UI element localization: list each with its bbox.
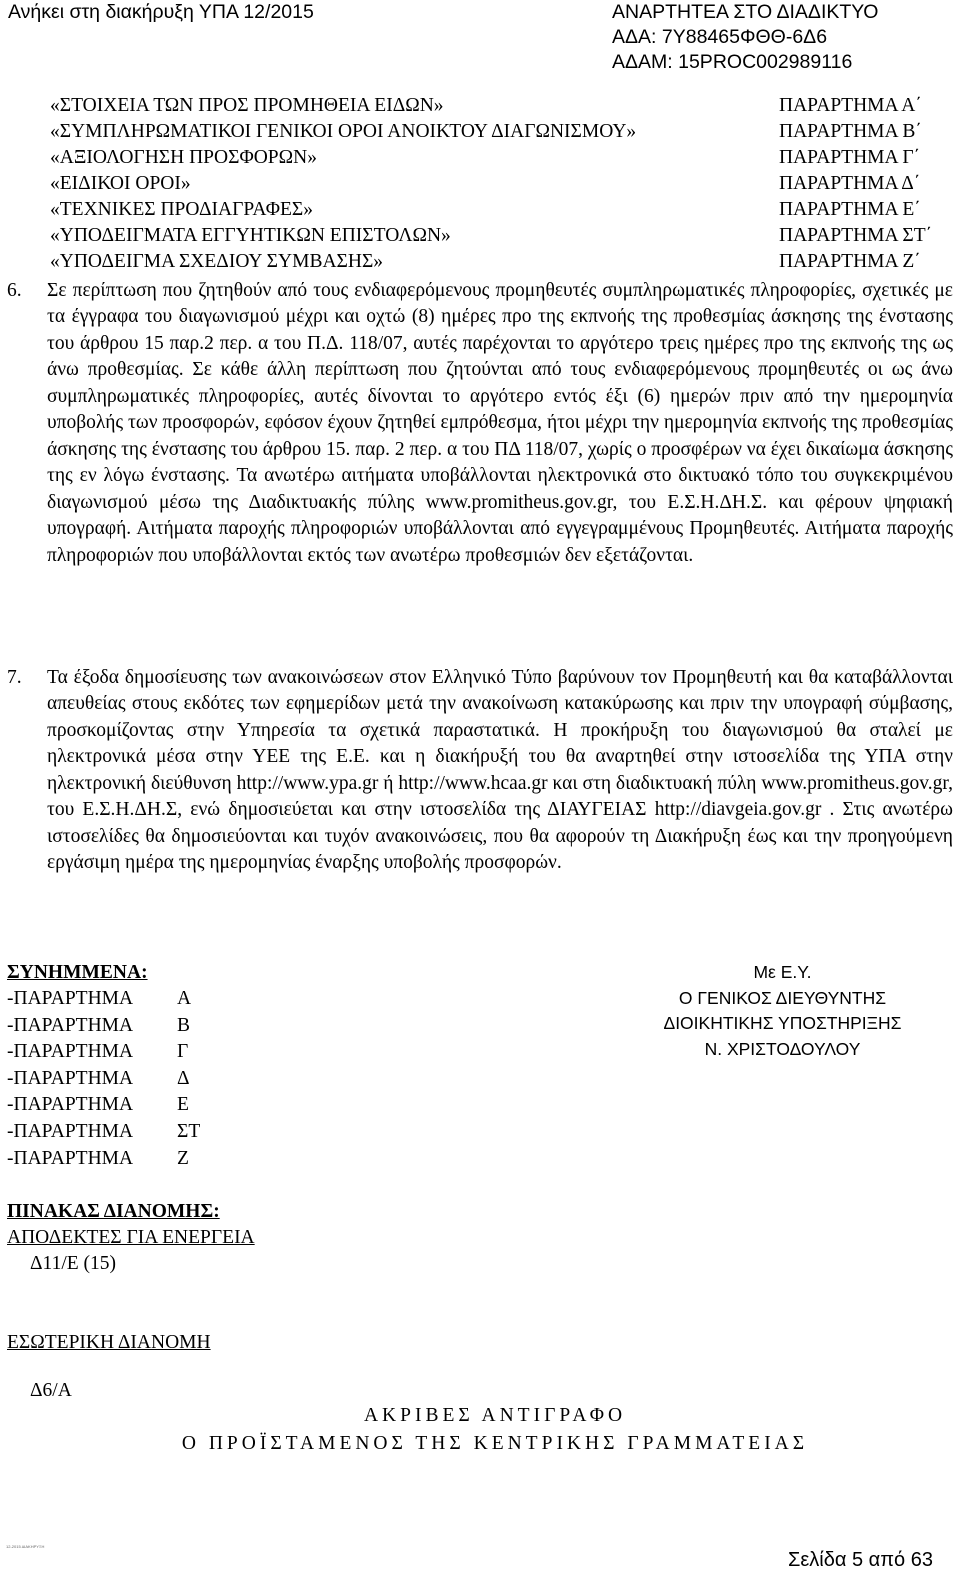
recipient-item: Δ11/Ε (15)	[30, 1253, 117, 1274]
annex-row	[50, 223, 945, 249]
attachment-prefix: -ΠΑΡΑΡΤΗΜΑ	[7, 1147, 134, 1169]
attachment-prefix: -ΠΑΡΑΡΤΗΜΑ	[7, 1014, 134, 1036]
annex-title: «ΕΙΔΙΚΟΙ ΟΡΟΙ»	[50, 173, 191, 194]
attachment-prefix: -ΠΑΡΑΡΤΗΜΑ	[7, 1041, 134, 1063]
annex-ref: ΠΑΡΑΡΤΗΜΑ Ζ΄	[779, 251, 921, 272]
annex-ref: ΠΑΡΑΡΤΗΜΑ ΣΤ΄	[779, 225, 933, 246]
attachment-code: ΣΤ	[177, 1120, 201, 1142]
signature-line: Ν. ΧΡΙΣΤΟΔΟΥΛΟΥ	[704, 1038, 861, 1059]
header-publish-note: ΑΝΑΡΤΗΤΕΑ ΣΤΟ ΔΙΑΔΙΚΤΥΟ	[612, 1, 879, 23]
paragraph-number: 6.	[7, 280, 22, 301]
annex-title: «ΣΥΜΠΛΗΡΩΜΑΤΙΚΟΙ ΓΕΝΙΚΟΙ ΟΡΟΙ ΑΝΟΙΚΤΟΥ ΔΙΑΓΩΝΙΣΜΟΥ»	[50, 121, 637, 142]
attachment-prefix: -ΠΑΡΑΡΤΗΜΑ	[7, 988, 134, 1009]
internal-distribution-heading: ΕΣΩΤΕΡΙΚΗ ΔΙΑΝΟΜΗ	[7, 1332, 211, 1353]
annex-row	[50, 145, 945, 171]
recipients-heading: ΑΠΟΔΕΚΤΕΣ ΓΙΑ ΕΝΕΡΓΕΙΑ	[7, 1227, 255, 1248]
attachment-prefix: -ΠΑΡΑΡΤΗΜΑ	[7, 1067, 134, 1089]
annex-row	[50, 119, 945, 145]
annex-title: «ΣΤΟΙΧΕΙΑ ΤΩΝ ΠΡΟΣ ΠΡΟΜΗΘΕΙΑ ΕΙΔΩΝ»	[50, 95, 444, 116]
signature-line: ΔΙΟΙΚΗΤΙΚΗΣ ΥΠΟΣΤΗΡΙΞΗΣ	[663, 1013, 902, 1033]
annex-title: «ΥΠΟΔΕΙΓΜΑΤΑ ΕΓΓΥΗΤΙΚΩΝ ΕΠΙΣΤΟΛΩΝ»	[50, 225, 451, 246]
annex-ref: ΠΑΡΑΡΤΗΜΑ Α΄	[779, 95, 922, 116]
footer-file-path: 12-2015 ΔΙΑΚΗΡΥΞΗ	[6, 1544, 45, 1549]
certified-copy-label: ΑΚΡΙΒΕΣ ΑΝΤΙΓΡΑΦΟ	[363, 1405, 627, 1426]
annex-title: «ΥΠΟΔΕΙΓΜΑ ΣΧΕΔΙΟΥ ΣΥΜΒΑΣΗΣ»	[50, 251, 384, 272]
signature-block	[640, 960, 925, 1062]
attachment-code: Γ	[177, 1041, 189, 1063]
annex-title: «ΤΕΧΝΙΚΕΣ ΠΡΟΔΙΑΓΡΑΦΕΣ»	[50, 199, 313, 220]
annex-row	[50, 171, 945, 197]
attachment-prefix: -ΠΑΡΑΡΤΗΜΑ	[7, 1120, 134, 1142]
paragraph-number: 7.	[7, 667, 22, 688]
page-number: Σελίδα 5 από 63	[788, 1549, 933, 1571]
annex-row	[50, 93, 945, 119]
attachment-code: Β	[177, 1014, 191, 1036]
annex-ref: ΠΑΡΑΡΤΗΜΑ Ε΄	[779, 199, 921, 220]
annex-ref: ΠΑΡΑΡΤΗΜΑ Γ΄	[779, 147, 921, 168]
annex-ref: ΠΑΡΑΡΤΗΜΑ Β΄	[779, 121, 922, 142]
annex-row	[50, 249, 945, 275]
header-left: Ανήκει στη διακήρυξη ΥΠΑ 12/2015	[8, 1, 314, 23]
annex-title: «ΑΞΙΟΛΟΓΗΣΗ ΠΡΟΣΦΟΡΩΝ»	[50, 147, 317, 168]
attachment-code: Ε	[177, 1094, 189, 1116]
signature-line: Ο ΓΕΝΙΚΟΣ ΔΙΕΥΘΥΝΤΗΣ	[678, 987, 887, 1008]
attachment-code: Ζ	[177, 1147, 189, 1169]
header-ada: ΑΔΑ: 7Υ88465ΦΘΘ-6Δ6	[612, 26, 828, 48]
header-right	[612, 0, 878, 75]
attachment-prefix: -ΠΑΡΑΡΤΗΜΑ	[7, 1094, 134, 1116]
attachment-code: Δ	[177, 1067, 190, 1089]
attachments-heading: ΣΥΝΗΜΜΕΝΑ:	[7, 962, 148, 983]
signature-line: Με Ε.Υ.	[753, 962, 812, 982]
certified-copy-signatory: Ο ΠΡΟΪΣΤΑΜΕΝΟΣ ΤΗΣ ΚΕΝΤΡΙΚΗΣ ΓΡΑΜΜΑΤΕΙΑΣ	[181, 1433, 809, 1454]
distribution-heading: ΠΙΝΑΚΑΣ ΔΙΑΝΟΜΗΣ:	[7, 1201, 220, 1222]
annex-row	[50, 197, 945, 223]
paragraph-text: Σε περίπτωση που ζητηθούν από τους ενδιαφερόμενους προμηθευτές συμπληρωματικές πληροφορίες, σχετικές με τα έγγραφα του διαγωνισμού μέχρι και οχτώ (8) ημέρες προ της εκπνοής της προθεσμίας άσκησης της ένστασης του άρθρου 15 παρ.2 περ. α του Π.Δ. 118/07, αυτές παρέχονται το αργότερο τρεις ημέρες προ της εκπνοής της ως άνω προθεσμίας. Σε κάθε άλλη περίπτωση που ζητούνται από τους ενδιαφερόμενους προμηθευτές οι ως άνω συμπληρωματικές πληροφορίες, αυτές δίνονται το αργότερο εντός έξι (6) ημερών πριν από την ημερομηνία υποβολής των προσφορών, εφόσον έχουν ζητηθεί εμπρόθεσμα, ήτοι μέχρι την ημερομηνία εκπνοής της προθεσμίας άσκησης της ένστασης του άρθρου 15. παρ. 2 περ. α του ΠΔ 118/07, χωρίς ο προσφέρων να έχει δικαίωμα άσκησης της εν λόγω ένστασης. Τα ανωτέρω αιτήματα υποβάλλονται ηλεκτρονικά στο δικτυακό τόπο του συγκεκριμένου διαγωνισμού μέσω της Διαδικτυακής πύλης www.promitheus.gov.gr, του Ε.Σ.Η.ΔΗ.Σ. και φέρουν ψηφιακή υπογραφή. Αιτήματα παροχής πληροφοριών υποβάλλονται από εγγεγραμμένους Προμηθευτές. Αιτήματα παροχής πληροφοριών που υποβάλλονται εκτός των ανωτέρω προθεσμιών δεν εξετάζονται.	[47, 280, 953, 566]
paragraph-text: Τα έξοδα δημοσίευσης των ανακοινώσεων στον Ελληνικό Τύπο βαρύνουν τον Προμηθευτή και θα καταβάλλονται απευθείας στους εκδότες των εφημερίδων μετά την ανακοίνωση κατακύρωσης και πριν την υπογραφή σύμβασης, προσκομίζοντας στην Υπηρεσία τα σχετικά παραστατικά. Η προκήρυξη του διαγωνισμού θα σταλεί με ηλεκτρονικά μέσα στην ΥΕΕ της Ε.Ε. και η διακήρυξή του θα αναρτηθεί στην ιστοσελίδα της ΥΠΑ στην ηλεκτρονική διεύθυνση http://www.ypa.gr ή http://www.hcaa.gr και στη διαδικτυακή πύλη www.promitheus.gov.gr, του Ε.Σ.Η.ΔΗ.Σ, ενώ δημοσιεύεται και στην ιστοσελίδα της ΔΙΑΥΓΕΙΑΣ http://diavgeia.gov.gr . Στις ανωτέρω ιστοσελίδες θα δημοσιεύονται και τυχόν ανακοινώσεις, που θα αφορούν τη Διακήρυξη έως και την προηγούμενη εργάσιμη ημέρα της ημερομηνίας έναρξης υποβολής προσφορών.	[47, 667, 953, 874]
internal-recipient-item: Δ6/Α	[30, 1380, 72, 1401]
annex-ref: ΠΑΡΑΡΤΗΜΑ Δ΄	[779, 173, 921, 194]
header-adam: ΑΔΑΜ: 15PROC002989116	[612, 51, 853, 73]
attachment-code: Α	[177, 988, 192, 1009]
